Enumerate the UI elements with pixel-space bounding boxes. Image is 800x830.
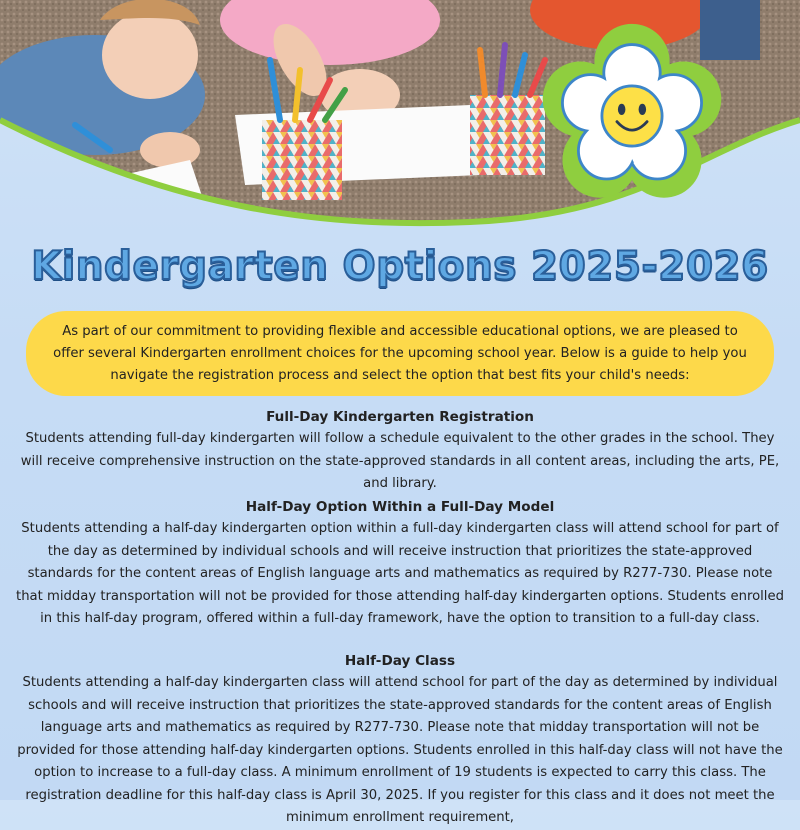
section-full-day: [14, 406, 786, 496]
section-half-day-class: [14, 650, 786, 830]
section-heading: Half-Day Option Within a Full-Day Model: [245, 499, 555, 515]
intro-box: [26, 311, 774, 396]
section-body: Students attending a half-day kindergarten class will attend school for part of the day as determined by individual schools and will receive instruction that prioritizes the state-approved standards for the content areas of English language arts and mathematics as required by R277-730. Please note that midday transportation will not be provided for those attending half-day kindergarten options. Students enrolled in this half-day class will not have the option to increase to a full-day class. A minimum enrollment of 19 students is expected to carry this class. The registration deadline for this half-day class is April 30, 2025. If you register for this class and it does not meet the minimum enrollment requirement,: [17, 675, 783, 825]
section-half-day-option: [14, 496, 786, 631]
smiling-flower-icon: [538, 22, 726, 210]
section-body: Students attending full-day kindergarten will follow a schedule equivalent to the other grades in the school. They will receive comprehensive instruction on the state-approved standards in all content areas, including the arts, PE, and library.: [20, 431, 780, 491]
intro-text: As part of our commitment to providing flexible and accessible educational options, we are pleased to offer several Kindergarten enrollment choices for the upcoming school year. Below is a guide to help you navigate the registration process and select the option that best fits your child's needs:: [53, 323, 747, 383]
page-title: Kindergarten Options 2025-2026: [31, 244, 769, 289]
section-heading: Full-Day Kindergarten Registration: [266, 409, 534, 425]
section-heading: Half-Day Class: [344, 653, 456, 669]
section-body: Students attending a half-day kindergarten option within a full-day kindergarten class will attend school for part of the day as determined by individual schools and will receive instruction that prioritizes the state-approved standards for the content areas of English language arts and mathematics as required by R277-730. Please note that midday transportation will not be provided for those attending half-day kindergarten options. Students enrolled in this half-day program, offered within a full-day framework, have the option to transition to a full-day class.: [16, 521, 784, 626]
